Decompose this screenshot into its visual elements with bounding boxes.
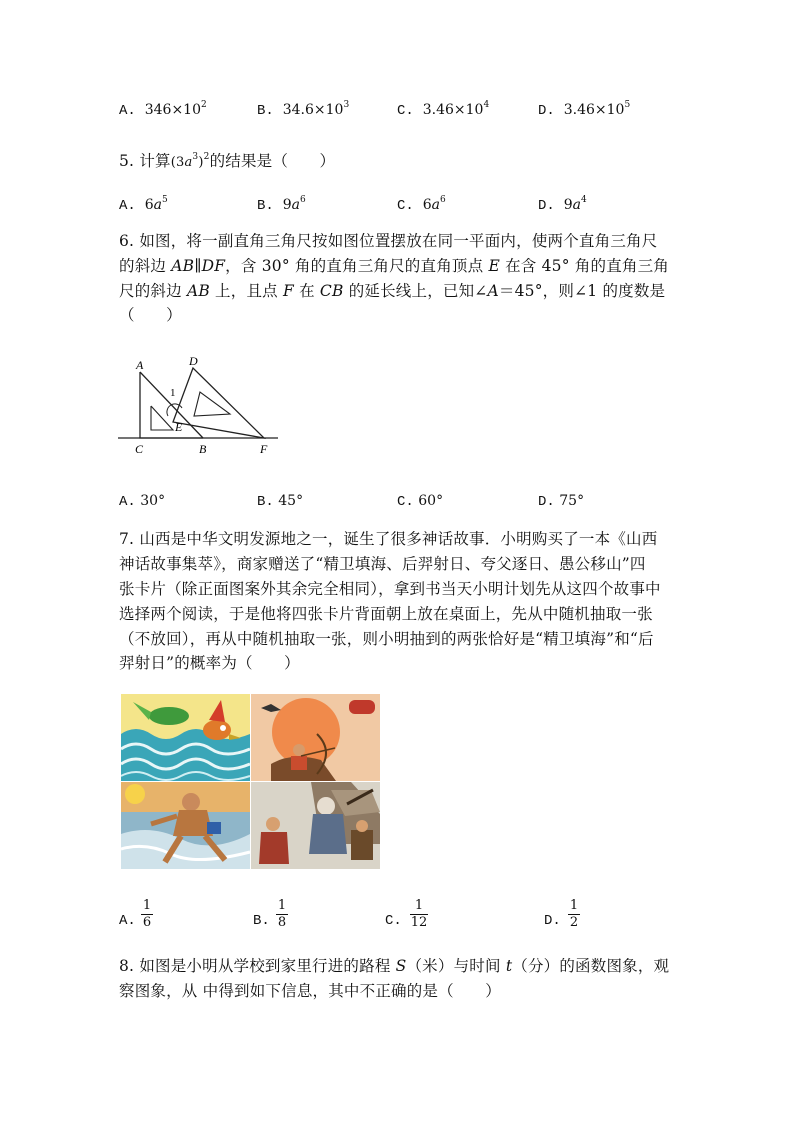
q8-stem-line-2: 察图象，从 中得到如下信息，其中不正确的是（ ） [119,982,501,1000]
q7-stem-line-4: 选择两个阅读，于是他将四张卡片背面朝上放在桌面上，先从中随机抽取一张 [119,605,653,623]
q7-option-a: A. [119,913,136,929]
q7-option-b-fraction: 1 8 [277,898,287,930]
q7-option-d-fraction: 1 2 [569,898,579,930]
q5-expression: $(3a^3)^2$ [170,152,210,170]
q5-option-b: B. $9a^6$ [257,195,306,214]
point-d-label: D [189,354,198,368]
q6-stem-line-1: 6. 如图，将一副直角三角尺按如图位置摆放在同一平面内，使两个直角三角尺 [119,232,658,250]
point-e-label: E [175,420,183,434]
q7-stem-line-6: 羿射日”的概率为（ ） [119,654,300,672]
q7-stem-line-2: 神话故事集萃》，商家赠送了“精卫填海、后羿射日、夸父逐日、愚公移山”四 [119,555,646,573]
q4-option-c: C. $3.46\times 10^4$ [397,100,490,119]
triangle-30 [173,368,264,438]
q5-stem: 5. 计算$(3a^3)^2$的结果是（ ） [119,152,336,170]
q7-stem-line-1: 7. 山西是中华文明发源地之一，诞生了很多神话故事．小明购买了一本《山西 [119,530,658,548]
point-f-label: F [260,442,268,456]
q6-stem-line-3: 尺的斜边 AB 上，且点 F 在 CB 的延长线上，已知∠A＝45°，则∠1 的度数是 [119,282,666,300]
q6-stem-line-2: 的斜边 AB∥DF，含 30° 角的直角三角尺的直角顶点 E 在含 45° 角的直角三角 [119,257,670,275]
q5-option-c: C. $6a^6$ [397,195,446,214]
triangle-rulers-figure [118,350,288,460]
point-c-label: C [135,442,144,456]
q4-option-a: A. $346\times 10^2$ [119,100,207,119]
card-jingwei-tianhai [121,694,250,781]
q7-stem-line-5: （不放回），再从中随机抽取一张，则小明抽到的两张恰好是“精卫填海”和“后 [119,630,654,648]
q7-option-a-fraction: 1 6 [142,898,152,930]
q7-stem-line-3: 张卡片（除正面图案外其余完全相同），拿到书当天小明计划先从这四个故事中 [119,580,661,598]
point-b-label: B [199,442,207,456]
q6-option-c: C. 60° [397,493,444,510]
triangle-30-cutout [194,392,230,416]
q4-option-d: D. $3.46\times 10^5$ [538,100,631,119]
q7-option-c: C. [385,913,402,929]
card-houyi-sheri [251,694,380,781]
triangle-45-cutout [151,406,173,430]
myth-cards-image [121,694,380,869]
q6-option-d: D. 75° [538,493,585,510]
q7-option-d: D. [544,913,561,929]
q6-option-a: A. 30° [119,493,166,510]
q5-option-d: D. $9a^4$ [538,195,587,214]
q6-option-b: B. 45° [257,493,304,510]
card-kuafu-zhuri [121,782,250,869]
angle-1-label: 1 [170,387,176,399]
q7-option-b: B. [253,913,270,929]
q5-option-a: A. $6a^5$ [119,195,168,214]
q8-stem-line-1: 8. 如图是小明从学校到家里行进的路程 S（米）与时间 t（分）的函数图象，观 [119,957,670,975]
q4-option-b: B. $34.6\times 10^3$ [257,100,350,119]
q6-answer-blank: （ ） [119,306,182,324]
q7-option-c-fraction: 1 12 [410,898,428,930]
point-a-label: A [136,358,144,372]
card-yugong-yishan [251,782,380,869]
